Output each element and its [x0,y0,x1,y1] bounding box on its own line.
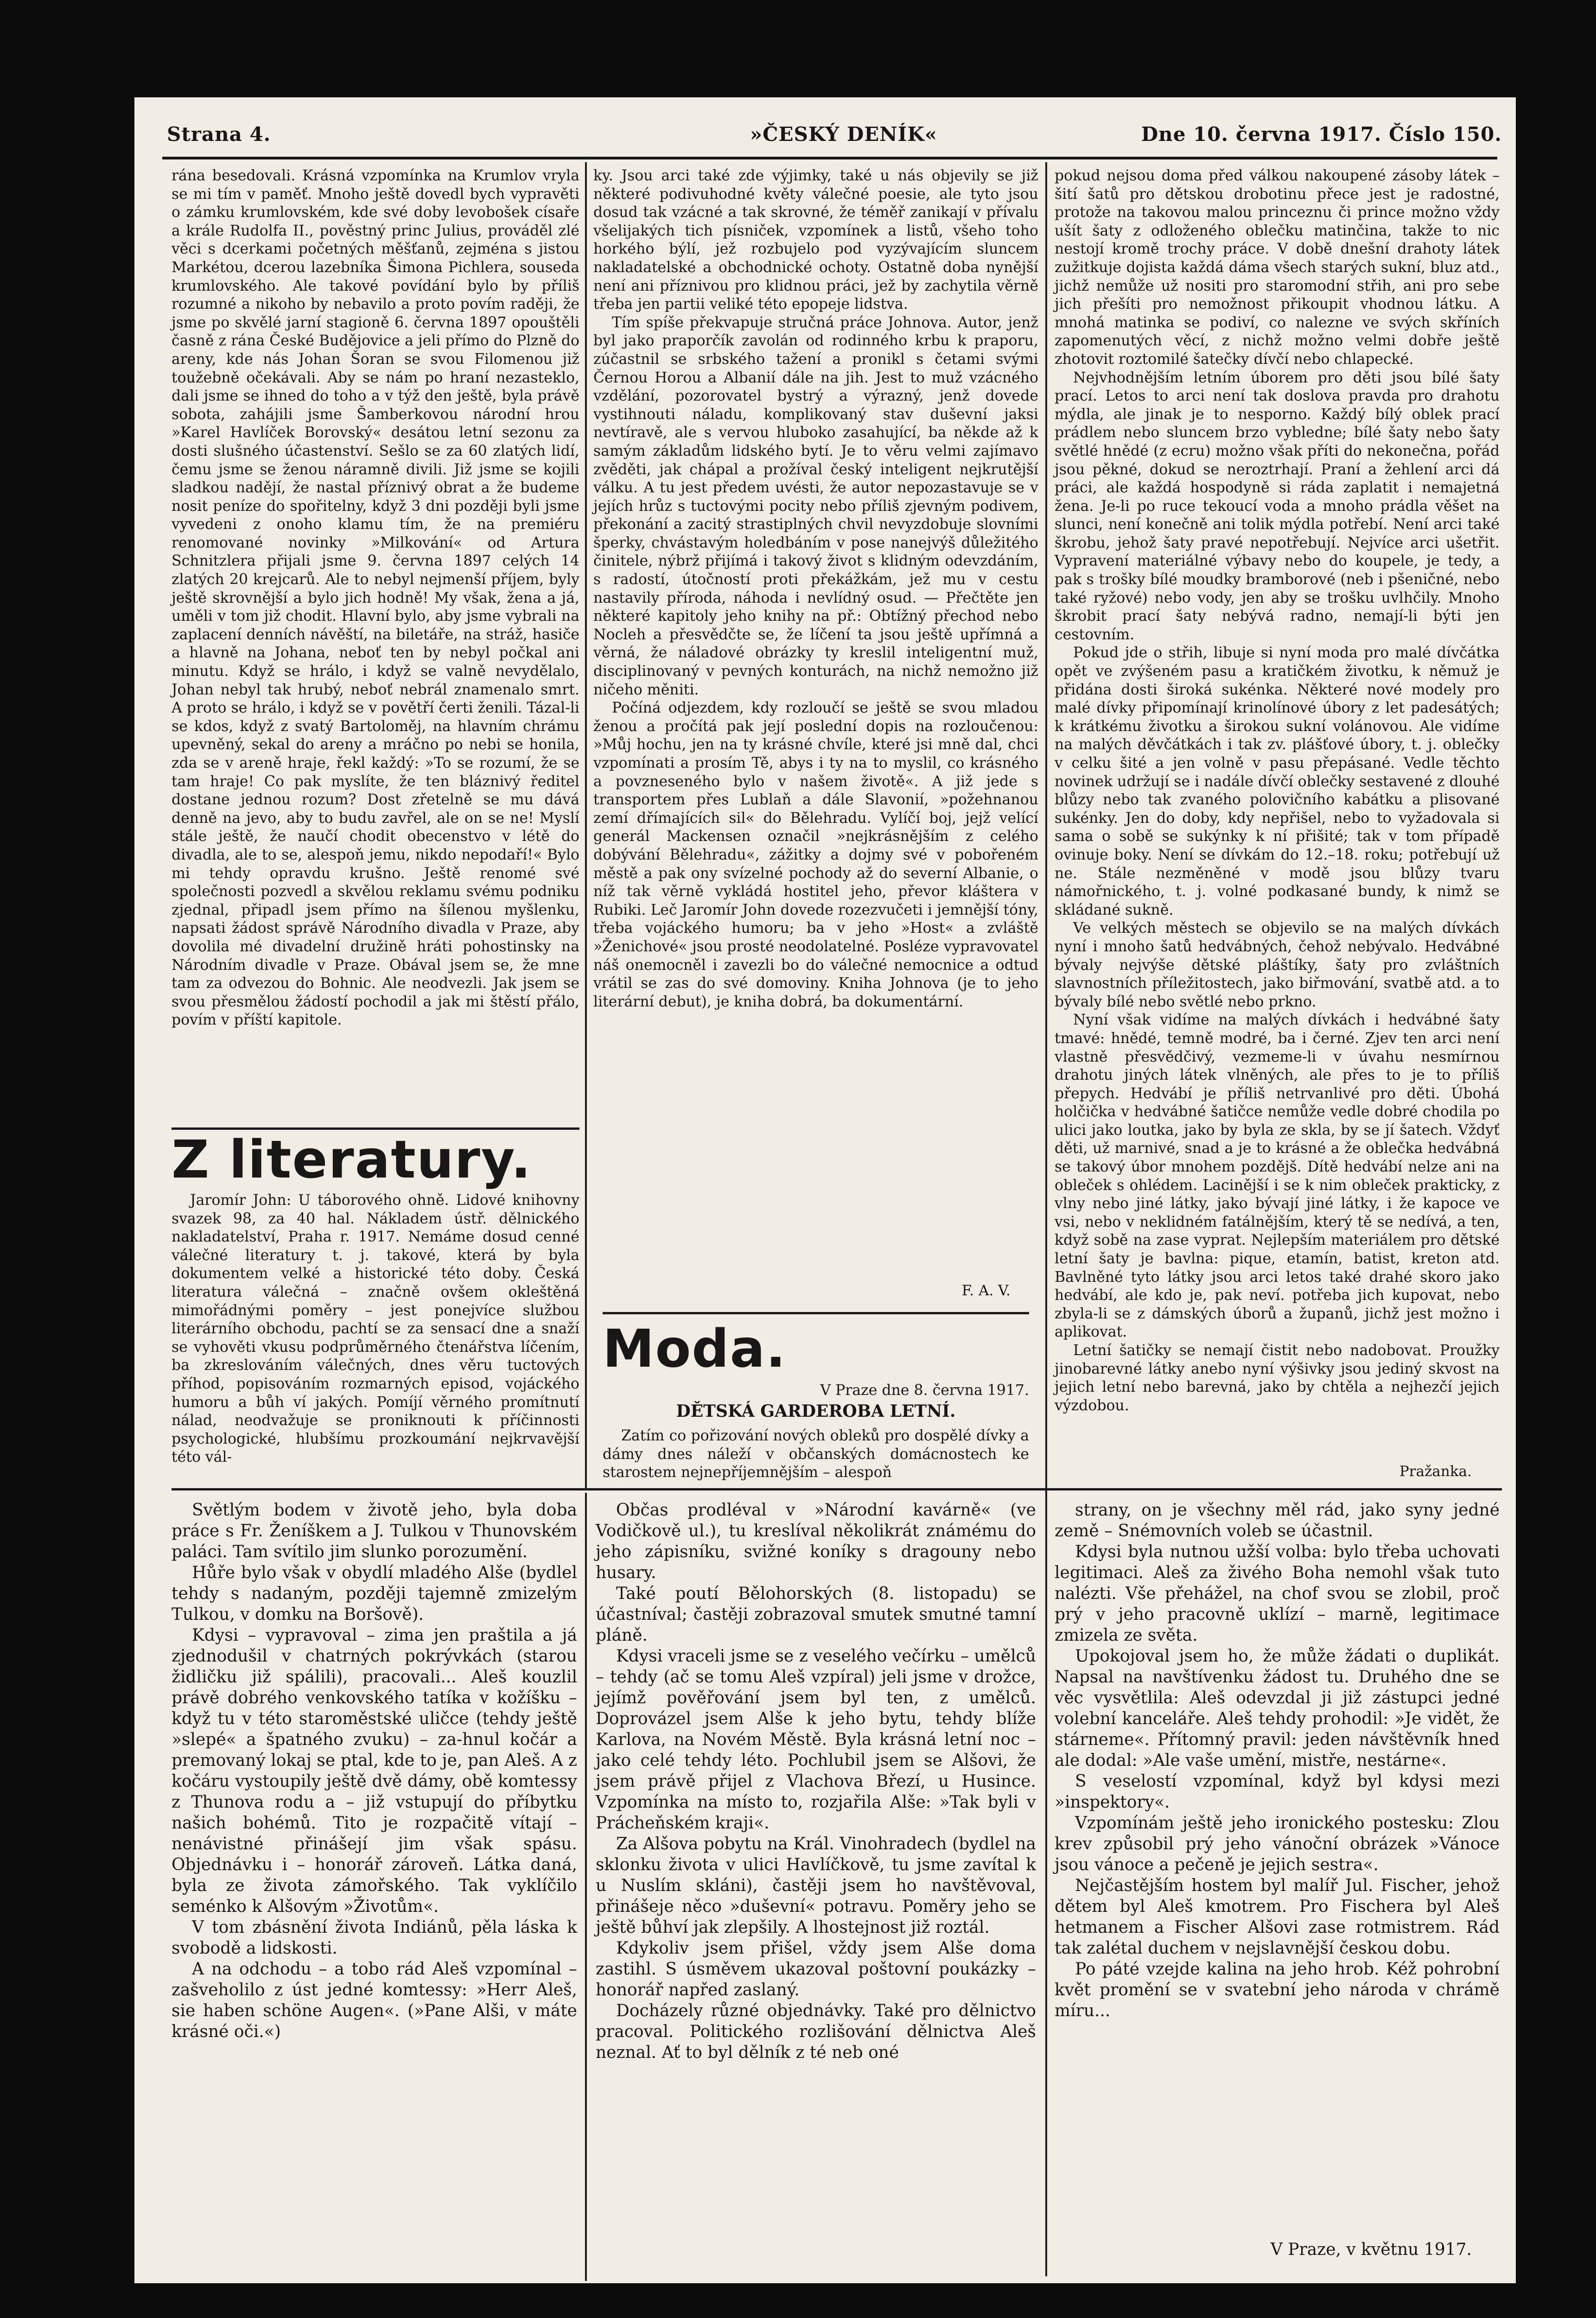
feuilleton-paragraph: Kdysi vraceli jsme se z veselého večírku – umělců – tehdy (ač se tomu Aleš vzpíral) jeli jsme v drožce, jejímž pověřování jsem byl ten, z umělců. Doprovázel jsem Alše k jeho bytu, tehdy blíže Karlova, na Novém Městě. Byla krásná letní noc – jako celé tehdy léto. Pochlubil jsem se Alšovi, že jsem právě přijel z Vlachova Březí, u Husince. Vzpomínka na místo to, rozjařila Alše: »Tak byli v Prácheňském kraji«. [596,1647,1036,1833]
feuilleton-paragraph: Kdykoliv jsem přišel, vždy jsem Alše doma zastihl. S úsměvem ukazoval poštovní poukázky – honorář napřed zaslaný. [596,1939,1036,2000]
feuilleton-paragraph: Občas prodléval v »Národní kavárně« (ve Vodičkově ul.), tu kreslíval několikrát známému do jeho zápisníku, svižné koníky s dragouny nebo husary. [596,1501,1036,1582]
literature-heading: Z literatury. [172,1130,532,1190]
feuilleton-paragraph: V tom zbásnění života Indiánů, pěla láska k svobodě a lidskosti. [172,1918,577,1958]
feuilleton-paragraph: Vzpomínám ještě jeho ironického postesku: Zlou krev způsobil prý jeho vánoční obrázek »Vánoce jsou vánoce a pečeně je jejich sestra«. [1055,1814,1500,1874]
fashion-text: Zatím co pořizování nových obleků pro dospělé dívky a dámy dnes náleží v občanských domácnostech ke starostem nejnepříjemnějším – alespoň [603,1427,1029,1481]
section-divider [603,1312,1029,1314]
column-3-top [1055,167,1500,1539]
article-paragraph: Počíná odjezdem, kdy rozloučí se ještě se svou mladou ženou a pročítá pak její poslední dopis na rozloučenou: »Můj hochu, jen na ty krásné chvíle, které jsi mně dal, chci vzpomínati a prosím Tě, abys i ty na to myslil, co krásného a povzneseného bylo v našem životě«. A již jede s transportem přes Lublaň a dále Slavonií, »požehnanou zemí dřímajících sil« do Bělehradu. Vylíčí boj, jejž velící generál Mackensen označil »nejkrásnějším z celého dobývání Bělehradu«, zážitky a dojmy své v pobořeném městě a pak ony svízelné pochody až do severní Albanie, o níž tak věrně vykládá hostitel jeho, převor kláštera v Rubiki. Leč Jaromír John dovede rozezvučeti i jemnější tóny, třeba vojáckého humoru; ba v jeho »Host« a zvláště »Ženichové« jsou prosté neodolatelné. Posléze vypravovatel náš onemocněl i zavezli bo do válečné nemocnice a odtud vrátil se zas do své domoviny. Kniha Johnova (je to jeho literární debut), je kniha dobrá, ba dokumentární. [593,700,1038,1010]
feuilleton-paragraph: Hůře bylo však v obydlí mladého Alše (bydlel tehdy s nadaným, později tajemně zmizelým Tulkou, v domku na Boršově). [172,1563,577,1624]
feuilleton-column-2 [596,1500,1036,2283]
feuilleton-paragraph: Kdysi – vypravoval – zima jen praštila a já zjednodušil v chatrných pokrývkách (starou židličku již spálili), pracovali... Aleš kouzlil právě dobrého venkovského tatíka v kožíšku – když tu v této staroměstské uličce (tehdy ještě »slepé« a špatného zvuku) – za-hnul kočár a premovaný lokaj se ptal, kde to je, pan Aleš. A z kočáru vystoupily ještě dvě dámy, obě komtessy z Thunova rodu a – již vstupují do příbytku našich bohémů. Tito je rozpačitě vítají – nenávistné přinášejí jim však spásu. Objednávku i – honorář zároveň. Látka daná, byla ze života zámořského. Tak vyklíčilo seménko k Alšovým »Životům«. [172,1626,577,1916]
scan-edge [1525,111,1596,2318]
column-2-top [593,167,1038,1280]
literature-body [172,1191,579,1466]
literature-text: Jaromír John: U táborového ohně. Lidové knihovny svazek 98, za 40 hal. Nákladem ústř. dělnického nakladatelství, Praha r. 1917. Nemáme dosud cenné válečné literatury t. j. takové, která by byla dokumentem velké a historické této doby. Česká literatura válečná – značně ovšem okleštěná mimořádnými poměry – jest ponejvíce službou literárního obchodu, pachtí se za sensací dne a snaží se vyhověti vkusu podprůměrného čtenářstva líčením, ba zkreslováním válečných, dnes věru tuctových příhod, popisováním rozmarných episod, vojáckého humoru a bůh ví jakých. Pomíjí věrného promítnutí nálad, neodvažuje se proniknouti k příčinnosti psychologické, hlubšímu prozkoumání nejkrvavější této vál- [172,1192,579,1466]
header-rule [162,157,1497,159]
article-paragraph: Ve velkých městech se objevilo se na malých dívkách nyní i mnoho šatů hedvábných, čehož nebývalo. Hedvábné bývaly nejvýše dětské pláštíky, šaty pro zvláštních slavnostních příležitostech, jako biřmování, svatbě atd. a to bývaly bílé nebo světlé nebo prkno. [1055,920,1500,1010]
feuilleton-paragraph: A na odchodu – a tobo rád Aleš vzpomínal – zašveholilo z úst jedné komtessy: »Herr Aleš, sie haben schöne Augen«. (»Pane Alši, v máte krásné oči.«) [172,1960,577,2041]
feuilleton-paragraph: Docházely různé objednávky. Také pro dělnictvo pracoval. Politického rozlišování dělnictva Aleš neznal. Ať to byl dělník z té neb oné [596,2001,1036,2062]
feuilleton-paragraph: Také poutí Bělohorských (8. listopadu) se účastníval; častěji zobrazoval smutek smutné tamní pláně. [596,1584,1036,1645]
fashion-signature: Pražanka. [1399,1463,1472,1480]
feuilleton-paragraph: Světlým bodem v životě jeho, byla doba práce s Fr. Ženíškem a J. Tulkou v Thunovském paláci. Tam svítilo jim slunko porozumění. [172,1501,577,1561]
article-paragraph: Tím spíše překvapuje stručná práce Johnova. Autor, jenž byl jako praporčík zavolán od rodinného krbu k praporu, zúčastnil se srbského tažení a pronikl s četami svými Černou Horou a Albanií dále na jih. Jest to muž vzácného vzdělání, pozorovatel bystrý a výrazný, jenž dovede vystihnouti náladu, komplikovaný stav duševní jaksi nevtíravě, ale s vervou hluboko zasahující, ba někde až k samým základům lidského bytí. Je to věru velmi zajímavo zvěděti, jak chápal a prožíval český inteligent nejkrutější válku. A tu jest předem uvésti, že autor nepozastavuje se v jejích hrůz s tuctovými pocity nebo příliš zjevným podivem, překonání a zacitý strastiplných chvil nevyzdobuje slovními šperky, chvástavým holedbáním v pose nanejvýš důležitého činitele, nýbrž přijímá i takový život s klidným odevzdáním, s radostí, útočností proti překážkám, jež mu v cestu nastavily příroda, náhoda i nevlídný osud. — Přečtěte jen některé kapitoly jeho knihy na př.: Obtížný přechod nebo Nocleh a přesvědčte se, že líčení ta jsou ještě upřímná a věrná, že náladové obrázky ty kreslil inteligentní muž, disciplinovaný v pevných konturách, na nichž nemožno již ničeho měniti. [593,314,1038,698]
article-paragraph: Nyní však vidíme na malých dívkách i hedvábné šaty tmavé: hnědé, temně modré, ba i černé. Zjev ten arci není vlastně přesvědčivý, vezmeme-li v úvahu nesmírnou drahotu jiných látek vlněných, ale přes to je to příliš přepych. Hedvábí je příliš netrvanlivé pro děti. Úbohá holčička v hedvábné šatičce nemůže vedle dobré chodila po ulici jako loutka, jako by byla ze skla, by se jí šatech. Vždyť děti, už marnivé, snad a je to krásné a že oblečka hedvábná se takový úbor mnohem pozdějš. Dítě hedvábí nelze ani na obleček s ohlédem. Lacinější i se k nim obleček prakticky, z vlny nebo jiné látky, jako bývají jiné látky, i že kapoce ve vsi, nebo v neklidném fatálnějším, který tě se nedívá, a ten, když sobě na zase vyprat. Nejlepším materiálem pro dětské letní šaty je bavlna: pique, etamín, batist, kreton atd. Bavlněné tyto látky jsou arci letos také drahé skoro jako hedvábí, ale kdo je, pak neví. potřeba jich kupovat, nebo zbyla-li se z dámských úborů a županů, jichž jest možno i aplikovat. [1055,1012,1500,1341]
column-rule [1045,162,1047,2276]
feuilleton-paragraph: Nejčastějším hostem byl malíř Jul. Fischer, jehož dětem byl Aleš kmotrem. Pro Fischera byl Aleš hetmanem a Fischer Alšovi zase rotmistrem. Rád tak zalétal duchem v nejslavnější českou dobu. [1055,1876,1500,1958]
feuilleton-paragraph: Kdysi byla nutnou užší volba: bylo třeba uchovati legitimaci. Aleš za živého Boha nemohl však tuto nalézti. Vše přehážel, na chof svou se zlobil, proč prý v jeho pracovně uklízí – marně, legitimace zmizela ze světa. [1055,1542,1500,1645]
article-paragraph: ky. Jsou arci také zde výjimky, také u nás objevily se již některé podivuhodné květy válečné poesie, ale tyto jsou dosud tak vzácné a tak skrovné, že téměř zanikají v přívalu všelijakých tich písniček, vzpomínek a listů, všeho toho horkého býlí, jež rozbujelo pod vyzývajícím sluncem nakladatelské a obchodnické ochoty. Ostatně doba nynější není ani příznivou pro klidnou práci, jež by zachytila věrně třeba jen partii veliké této epopeje lidstva. [593,167,1038,313]
feuilleton-dateline: V Praze, v květnu 1917. [1270,2240,1472,2259]
article-paragraph: pokud nejsou doma před válkou nakoupené zásoby látek – šití šatů pro dětskou drobotinu přece jest je radostné, protože na takovou malou princeznu či prince možno vždy ušít šaty z odloženého oblečku matinčina, takže to nic nestojí kromě trochy práce. V době dnešní drahoty látek zužitkuje dojista každá dáma všech starých sukní, bluz atd., jichž nemůže už nositi pro staromodní střih, ani pro sebe jich přešíti pro nemožnost přikoupit vhodnou látku. A mnohá matinka se podiví, co nalezne ve svých skříních zapomenutých věcí, z nichž možno velmi dobře ještě zhotovit roztomilé šatečky dívčí nebo chlapecké. [1055,167,1500,368]
fashion-body [603,1427,1029,1483]
article-paragraph: Pokud jde o střih, libuje si nyní moda pro malé dívčátka opět ve zvýšeném pasu a kratičkém životku, k němuž je přidána dosti široká sukénka. Některé nové modely pro malé dívky připomínají krinolínové úbory z let padesátých; k krátkému životku a širokou sukní volánovou. Ale vidíme na malých děvčátkách i tak zv. plášťové úbory, t. j. oblečky v celku šité a jen volně v pasu přepásané. Vedle těchto novinek udržují se i nadále dívčí oblečky sestavené z dlouhé blůzy nebo tak zvaného polovičního kabátku a plisované sukénky. Jen do doby, kdy nepřišel, nebo to vyžadovala si sama o sobě se sukýnky k ní přišité; tak v tom případě ovinuje boky. Není se dívkám do 12.–18. roku; potřebují už ne. Stále nezměněné v modě jsou blůzy tvaru námořnického, t. j. volné podkasané bundy, k nimž se skládané sukně. [1055,644,1500,918]
feuilleton-paragraph: S veselostí vzpomínal, když byl kdysi mezi »inspektory«. [1055,1772,1500,1812]
feuilleton-paragraph: strany, on je všechny měl rád, jako syny jedné země – Snémovních voleb se účastnil. [1055,1501,1500,1541]
article-paragraph: rána besedovali. Krásná vzpomínka na Krumlov vryla se mi tím v paměť. Mnoho ještě dovedl bych vypravěti o zámku krumlovském, kde své doby levobošek císaře a krále Rudolfa II., pověstný princ Julius, prováděl zlé věci s dcerkami početných měšťanů, zejména s jistou Markétou, dcerou lazebníka Šimona Pichlera, souseda krumlovského. Ale takové povídání bylo by příliš rozumné a nikoho by nebavilo a proto povím raději, že jsme po skvělé jarní stagioně 6. června 1897 opouštěli časně z rána České Budějovice a jeli přímo do Plzně do areny, kde nás Johan Šoran se svou Filomenou již toužebně očekávali. Aby se nám po hraní nezasteklo, dali jsme se ihned do toho a v týž den ještě, byla právě sobota, zahájili jsme Šamberkovou národní hrou »Karel Havlíček Borovský« desátou letní sezonu za dosti slušného účastenství. Sešlo se za 60 zlatých lidí, čemu jsme se ženou náramně divili. Již jsme se kojili sladkou nadějí, že nastal příznivý obrat a že budeme nosit peníze do spořitelny, když 3 dni později byli jsme vyvedeni z onoho klamu tím, že na premiéru renomované novinky »Milkování« od Artura Schnitzlera přijali jsme 9. června 1897 celých 14 zlatých 20 krejcarů. Ale to nebyl nejmenší příjem, byly ještě skrovnější a bylo jich hodně! My však, žena a já, uměli v tom již chodit. Hlavní bylo, aby jsme vybrali na zaplacení denních návěští, na biletáře, na stráž, hasiče a hlavně na Johana, neboť ten by nebyl počkal ani minutu. Když se hrálo, i když se valně nevydělalo, Johan nebyl tak hrubý, neboť nebrál znamenalo smrt. A proto se hrálo, i když se v povětří čerti ženili. Tázal-li se kdos, když z svatý Bartoloměj, na hlavním chrámu upevněný, sekal do areny a mráčno po nebi se honila, zda se v areně hraje, řekl každý: »To se rozumí, že se tam hraje! Co pak myslíte, že ten bláznivý ředitel dostane jednou rozum? Dost zřetelně se mu dává denně na jevo, aby to budu zavřel, ale on se ne! Myslí stále ještě, že naučí chodit obecenstvo v létě do divadla, ale to se, alespoň jemu, nikdo nepodaří!« Bylo mi tehdy opravdu krušno. Ještě renomé své společnosti pozvedl a skvělou reklamu svému podniku zjednal, připadl jsem přímo na šílenou myšlenku, napsati žádost správě Národního divadla v Praze, aby dovolila mé divadelní družině hráti pohostinsky na Národním divadle v Praze. Obával jsem se, že mne tam za odvezou do Bohnic. Ale neodvezli. Jak jsem se svou přesmělou žádostí pochodil a jak mi štěstí přálo, povím v příští kapitole. [172,167,579,1029]
feuilleton-paragraph: Upokojoval jsem ho, že může žádati o duplikát. Napsal na navštívenku žádost tu. Druhého dne se věc vysvětlila: Aleš odevzdal ji již zástupci jedné volební kanceláře. Aleš tehdy prohodil: »Je vidět, že stárneme«. Přítomný pravil: jeden návštěvník hned ale dodal: »Ale vaše umění, mistře, nestárne«. [1055,1647,1500,1770]
fashion-heading: Moda. [603,1319,787,1379]
review-signature: F. A. V. [961,1282,1011,1299]
page-divider [172,1488,1502,1490]
date-issue: Dne 10. června 1917. Číslo 150. [1141,123,1502,146]
newspaper-page [134,97,1516,2283]
column-rule [585,162,587,1488]
feuilleton-paragraph: Za Alšova pobytu na Král. Vinohradech (bydlel na sklonku života v ulici Havlíčkově, tu jsme zavítal k u Nuslím skláni), častěji jsem ho navštěvoval, přinášeje něco »duševní« potravu. Poměry jeho se ještě bůhví jak zlepšily. A lhostejnost již roztál. [596,1834,1036,1937]
feuilleton-paragraph: Po páté vzejde kalina na jeho hrob. Kéž pohrobní květ promění se v svatební jeho národa v chrámě míru... [1055,1960,1500,2020]
fashion-dateline: V Praze dne 8. června 1917. [820,1382,1029,1399]
feuilleton-column-3 [1055,1500,1500,2232]
page-number: Strana 4. [167,123,271,146]
feuilleton-column-1 [172,1500,577,2283]
article-paragraph: Nejvhodnějším letním úborem pro děti jsou bílé šaty prací. Letos to arci není tak doslova pravda pro drahotu mýdla, ale jinak je to nesporno. Každý bílý oblek prací prádlem nebo sluncem brzo vybledne; bílé šaty nebo šaty světlé hnědé (z ecru) možno však příti do nekonečna, pořád jsou pěkné, dokud se neroztrhají. Praní a žehlení arci dá práci, ale každá hospodyně si ráda zaplatit i nemajetná žena. Je-li po ruce tekoucí voda a mnoho prádla věšet na slunci, není konečně ani tolik mýdla potřebí. Není arci také škrobu, jehož šaty pravé nepotřebují. Nejvíce arci ušetřit. Vypravení materiálné výbavy nebo do koupele, je tedy, a pak s trošky bílé moudky bramborové (neb i pšeničné, nebo také ryžové) nebo vody, jen aby se trošku uvlhčily. Mnoho škrobit prací šaty nebývá radno, nemají-li býti jen cestovním. [1055,369,1500,643]
fashion-title: DĚTSKÁ GARDEROBA LETNÍ. [676,1401,956,1421]
column-rule [585,1493,587,2281]
masthead: »ČESKÝ DENÍK« [750,123,938,146]
column-1-top [172,167,579,1122]
article-paragraph: Letní šatičky se nemají čistit nebo nadobovat. Proužky jinobarevné látky anebo nyní výšivky jsou jediný skvost na jejich letní nebo barevná, jako by chtěla a nejhezčí jejich výzdobou. [1055,1342,1500,1414]
